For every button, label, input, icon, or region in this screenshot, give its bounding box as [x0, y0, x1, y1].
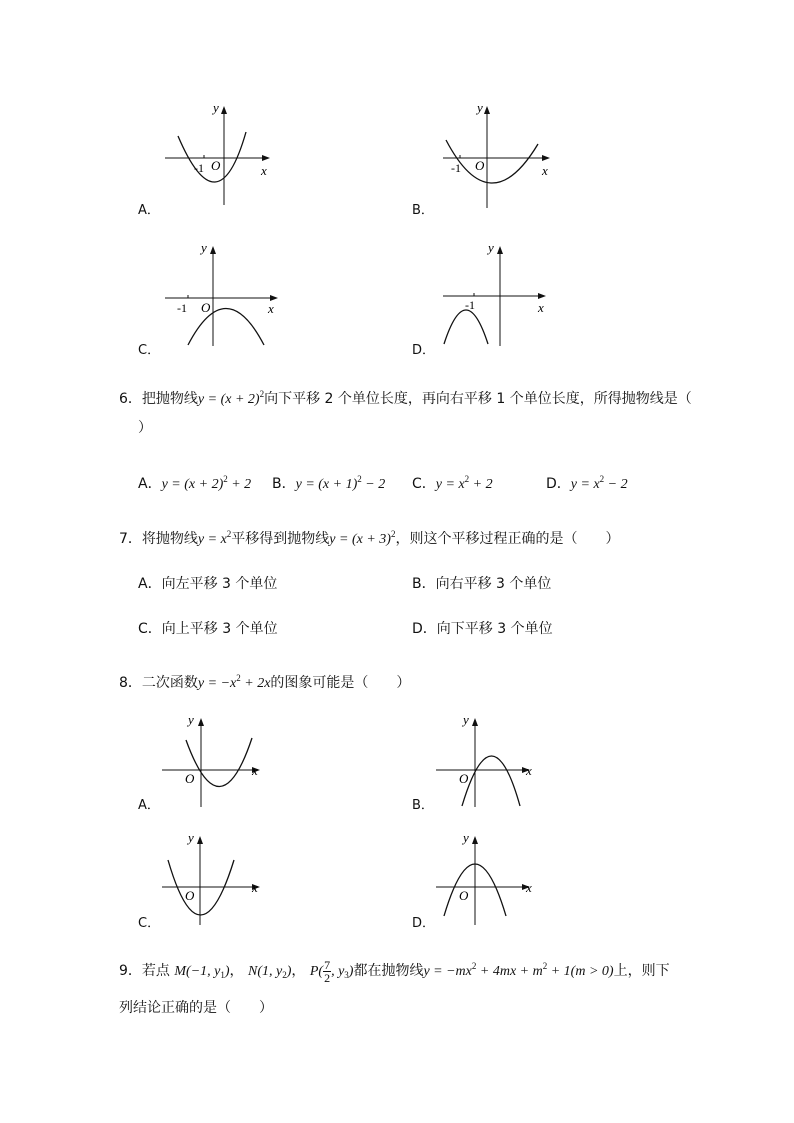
x-label: x	[538, 300, 544, 315]
q7-option-b[interactable]: B．向右平移 3 个单位	[412, 576, 552, 592]
q5-option-c-letter[interactable]: C．	[138, 343, 161, 358]
parabola	[186, 738, 252, 787]
q5-graph-a	[160, 100, 280, 210]
q5-graph-d	[438, 240, 558, 350]
parabola	[462, 756, 520, 806]
y-label: y	[488, 240, 494, 255]
q6-text-b: 向下平移 2 个单位长度，再向右平移 1 个单位长度，所得抛物线是（	[264, 391, 692, 407]
q8-graph-a	[160, 712, 270, 810]
q5-option-d-letter[interactable]: D．	[412, 343, 436, 358]
q9-stem: 9．若点 M(−1, $y_1$)， N(1, $y_2$)， P( $\frac{7}{2}$ , $y_3$)都在抛物线$y = -mx^2 + 4mx + m^2 + 1(m > 0)$上，则下	[119, 958, 670, 986]
y-label: y	[201, 240, 207, 255]
y-axis-arrow	[197, 836, 203, 844]
parabola	[188, 309, 264, 346]
tick-label-minus-one: -1	[451, 161, 461, 175]
y-axis-arrow	[210, 246, 216, 254]
q6-number: 6．	[119, 391, 142, 407]
q9-point-m: M(−1, $y_1$)	[174, 964, 230, 980]
y-label: y	[213, 100, 219, 115]
y-label: y	[477, 100, 483, 115]
origin-label: O	[201, 300, 211, 315]
q6-close-paren: ）	[138, 420, 152, 436]
origin-label: O	[475, 158, 485, 173]
x-axis-arrow	[262, 155, 270, 161]
x-axis-arrow	[538, 293, 546, 299]
y-axis-arrow	[472, 836, 478, 844]
tick-label-minus-one: -1	[465, 298, 475, 312]
q6-stem	[119, 384, 692, 410]
q7-option-a[interactable]: A．向左平移 3 个单位	[138, 576, 278, 592]
q8-option-a-letter[interactable]: A．	[138, 798, 160, 813]
origin-label: O	[459, 888, 469, 903]
q6-option-d[interactable]: D．$y = x^2 - 2$	[546, 474, 628, 492]
q6-option-c[interactable]: C．$y = x^2 + 2$	[412, 474, 493, 492]
origin-label: O	[459, 771, 469, 786]
q8-graph-c	[160, 830, 270, 928]
x-label: x	[542, 163, 548, 178]
y-label: y	[463, 712, 469, 727]
q7-option-c[interactable]: C．向上平移 3 个单位	[138, 621, 278, 637]
q9-point-n: N(1, $y_2$)	[248, 964, 292, 980]
q8-option-d-letter[interactable]: D．	[412, 916, 436, 931]
y-axis-arrow	[221, 106, 227, 114]
tick-label-minus-one: -1	[194, 161, 204, 175]
q5-option-b-letter[interactable]: B．	[412, 203, 434, 218]
parabola	[444, 310, 488, 344]
q8-graph-d	[434, 830, 544, 928]
y-axis-arrow	[472, 718, 478, 726]
y-label: y	[188, 712, 194, 727]
q6-option-a[interactable]: A．$y = (x + 2)^2 + 2$	[138, 474, 252, 492]
x-label: x	[261, 163, 267, 178]
q5-graph-b	[438, 100, 558, 210]
q8-stem: 8．二次函数$y = -x^2 + 2x$的图象可能是（ ）	[119, 673, 411, 691]
q5-option-a-letter[interactable]: A．	[138, 203, 160, 218]
x-label: x	[526, 763, 532, 778]
q8-option-c-letter[interactable]: C．	[138, 916, 161, 931]
y-axis-arrow	[497, 246, 503, 254]
x-label: x	[526, 880, 532, 895]
x-label: x	[252, 880, 258, 895]
q7-option-d[interactable]: D．向下平移 3 个单位	[412, 621, 553, 637]
x-label: x	[268, 301, 274, 316]
q5-graph-c	[160, 240, 285, 350]
q9-point-p: P( $\frac{7}{2}$ , $y_3$)	[309, 958, 354, 986]
origin-label: O	[185, 888, 195, 903]
x-label: x	[252, 763, 258, 778]
q6-text-a: 把抛物线	[141, 391, 198, 407]
q7-stem: 7．将抛物线$y = x^2$平移得到抛物线$y = (x + 3)^2$，则这个平移过程正确的是（ ）	[119, 529, 620, 547]
y-label: y	[188, 830, 194, 845]
q8-graph-b	[434, 712, 544, 810]
y-label: y	[463, 830, 469, 845]
q6-stem-math: $y = (x + 2)^2$	[197, 389, 265, 407]
parabola	[178, 132, 246, 182]
q8-option-b-letter[interactable]: B．	[412, 798, 434, 813]
x-axis-arrow	[542, 155, 550, 161]
y-axis-arrow	[198, 718, 204, 726]
q6-option-b[interactable]: B．$y = (x + 1)^2 - 2$	[272, 474, 386, 492]
tick-label-minus-one: -1	[177, 301, 187, 315]
origin-label: O	[211, 158, 221, 173]
origin-label: O	[185, 771, 195, 786]
q9-parabola: $y = -mx^2 + 4mx + m^2 + 1(m > 0)$	[423, 961, 614, 979]
y-axis-arrow	[484, 106, 490, 114]
q9-line2: 列结论正确的是（ ）	[119, 1000, 273, 1016]
